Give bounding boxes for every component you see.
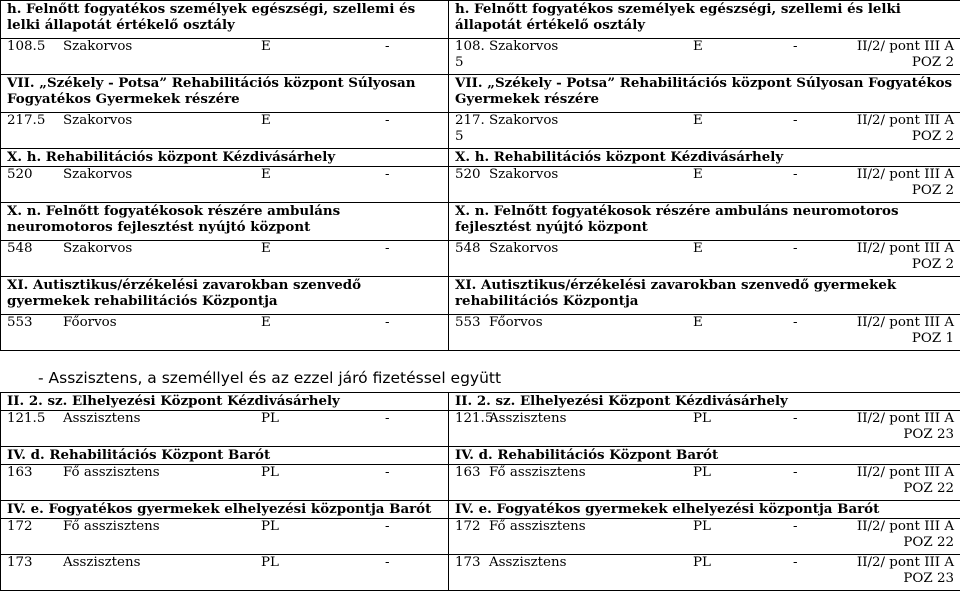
position-title: Főorvos: [63, 315, 117, 330]
position-line: [7, 113, 442, 129]
position-number: 520: [455, 167, 481, 182]
right-cell: [449, 465, 960, 501]
position-number: 173: [7, 555, 33, 570]
position-row: [1, 315, 960, 351]
grade-cell: [843, 465, 954, 497]
position-line: [7, 465, 442, 481]
position-line: [455, 465, 954, 497]
position-title: Szakorvos: [489, 39, 559, 54]
position-number: 520: [7, 167, 33, 182]
position-number: 553: [455, 315, 481, 330]
right-cell: [449, 203, 960, 241]
position-number: 172: [455, 519, 481, 534]
section-title: VII. „Székely - Potsa” Rehabilitációs központ Súlyosan Fogyatékos Gyermekek részére: [455, 75, 953, 107]
section-header-row: [1, 203, 960, 241]
position-number: 163: [455, 465, 481, 480]
position-dash: -: [385, 241, 390, 256]
poz-value: POZ 1: [911, 331, 954, 346]
position-title: Fő asszisztens: [63, 519, 160, 534]
section-header-row: [1, 277, 960, 315]
right-cell: [449, 167, 960, 203]
section-title: XI. Autisztikus/érzékelési zavarokban szenvedő gyermekek rehabilitációs Központja: [7, 277, 362, 309]
section-header-row: [1, 75, 960, 113]
position-line: [7, 555, 442, 571]
grade-text: II/2/ pont III A: [856, 167, 954, 182]
right-cell: [449, 241, 960, 277]
section-title: IV. d. Rehabilitációs Központ Barót: [455, 447, 719, 463]
left-cell: [1, 241, 449, 277]
section-title: X. h. Rehabilitációs központ Kézdivásárhely: [7, 149, 336, 165]
position-title: Szakorvos: [489, 167, 559, 182]
position-title: Fő asszisztens: [63, 465, 160, 480]
section-header-row: [1, 149, 960, 167]
poz-value: POZ 2: [911, 129, 954, 144]
position-dash: -: [385, 113, 390, 128]
right-cell: [449, 315, 960, 351]
position-line: [7, 167, 442, 183]
position-category: PL: [693, 555, 711, 570]
position-number: 548: [455, 241, 481, 256]
position-dash: -: [793, 519, 798, 534]
position-dash: -: [385, 315, 390, 330]
section-title: IV. d. Rehabilitációs Központ Barót: [7, 447, 271, 463]
right-cell: [449, 149, 960, 167]
right-cell: [449, 39, 960, 75]
grade-text: II/2/ pont III A: [856, 555, 954, 570]
position-number: 553: [7, 315, 33, 330]
position-category: PL: [693, 465, 711, 480]
position-dash: -: [793, 315, 798, 330]
left-cell: [1, 447, 449, 465]
position-category: E: [261, 39, 271, 54]
grade-text: II/2/ pont III A: [856, 465, 954, 480]
position-dash: -: [385, 465, 390, 480]
section-header-row: [1, 447, 960, 465]
grade-cell: [843, 555, 954, 587]
position-line: [455, 519, 954, 551]
position-number: 217.5: [7, 113, 46, 128]
position-title: Fő asszisztens: [489, 465, 586, 480]
position-number: 121.5: [455, 411, 494, 426]
position-line: [455, 555, 954, 587]
position-title: Szakorvos: [63, 113, 133, 128]
position-category: E: [693, 315, 703, 330]
section-title: h. Felnőtt fogyatékos személyek egészségi, szellemi és lelki állapotát értékelő osztály: [455, 1, 901, 33]
left-cell: [1, 75, 449, 113]
poz-value: POZ 23: [903, 571, 954, 586]
position-title: Főorvos: [489, 315, 543, 330]
position-row: [1, 167, 960, 203]
position-number: 108. 5: [455, 39, 485, 70]
grade-cell: [843, 241, 954, 273]
position-category: E: [693, 167, 703, 182]
right-cell: [449, 411, 960, 447]
grade-cell: [843, 315, 954, 347]
position-row: [1, 241, 960, 277]
poz-value: POZ 22: [903, 481, 954, 496]
poz-value: POZ 2: [911, 257, 954, 272]
right-cell: [449, 1, 960, 39]
grade-cell: [843, 411, 954, 443]
position-category: PL: [261, 411, 279, 426]
position-line: [455, 113, 954, 145]
section-title: IV. e. Fogyatékos gyermekek elhelyezési központja Barót: [7, 501, 432, 517]
position-category: PL: [693, 411, 711, 426]
position-dash: -: [793, 465, 798, 480]
position-row: [1, 465, 960, 501]
position-category: E: [261, 315, 271, 330]
right-cell: [449, 75, 960, 113]
position-row: [1, 39, 960, 75]
section-header-row: [1, 501, 960, 519]
position-title: Szakorvos: [63, 167, 133, 182]
position-dash: -: [385, 167, 390, 182]
left-cell: [1, 555, 449, 591]
left-cell: [1, 501, 449, 519]
position-category: PL: [261, 555, 279, 570]
position-dash: -: [793, 113, 798, 128]
right-cell: [449, 519, 960, 555]
position-dash: -: [793, 555, 798, 570]
position-dash: -: [793, 411, 798, 426]
section-header-row: [1, 1, 960, 39]
left-cell: [1, 411, 449, 447]
position-title: Asszisztens: [63, 411, 141, 426]
poz-value: POZ 2: [911, 183, 954, 198]
grade-cell: [843, 113, 954, 145]
position-title: Szakorvos: [63, 39, 133, 54]
position-number: 163: [7, 465, 33, 480]
position-dash: -: [385, 411, 390, 426]
left-cell: [1, 277, 449, 315]
position-category: PL: [261, 519, 279, 534]
position-category: E: [693, 113, 703, 128]
grade-text: II/2/ pont III A: [856, 411, 954, 426]
poz-value: POZ 2: [911, 55, 954, 70]
position-line: [7, 241, 442, 257]
section-title: II. 2. sz. Elhelyezési Központ Kézdivásárhely: [455, 393, 788, 409]
bottom-table: [0, 392, 960, 591]
position-dash: -: [793, 167, 798, 182]
position-line: [7, 411, 442, 427]
grade-text: II/2/ pont III A: [856, 113, 954, 128]
right-cell: [449, 555, 960, 591]
grade-cell: [843, 167, 954, 199]
position-category: E: [693, 241, 703, 256]
position-line: [455, 39, 954, 71]
grade-text: II/2/ pont III A: [856, 39, 954, 54]
section-title: h. Felnőtt fogyatékos személyek egészségi, szellemi és lelki állapotát értékelő osztály: [7, 1, 416, 33]
position-line: [455, 315, 954, 347]
position-category: E: [261, 113, 271, 128]
position-dash: -: [793, 241, 798, 256]
left-cell: [1, 1, 449, 39]
position-title: Szakorvos: [489, 113, 559, 128]
section-title: IV. e. Fogyatékos gyermekek elhelyezési központja Barót: [455, 501, 880, 517]
section-title: XI. Autisztikus/érzékelési zavarokban szenvedő gyermekek rehabilitációs Központja: [455, 277, 897, 309]
poz-value: POZ 23: [903, 427, 954, 442]
position-category: PL: [693, 519, 711, 534]
left-cell: [1, 465, 449, 501]
position-title: Asszisztens: [489, 411, 567, 426]
left-cell: [1, 167, 449, 203]
position-title: Szakorvos: [489, 241, 559, 256]
right-cell: [449, 501, 960, 519]
position-title: Fő asszisztens: [489, 519, 586, 534]
position-line: [455, 411, 954, 443]
left-cell: [1, 39, 449, 75]
position-title: Asszisztens: [489, 555, 567, 570]
position-row: [1, 113, 960, 149]
grade-cell: [843, 39, 954, 71]
left-cell: [1, 519, 449, 555]
section-title: VII. „Székely - Potsa” Rehabilitációs központ Súlyosan Fogyatékos Gyermekek részére: [7, 75, 416, 107]
position-row: [1, 555, 960, 591]
position-title: Szakorvos: [63, 241, 133, 256]
position-line: [7, 315, 442, 331]
position-number: 548: [7, 241, 33, 256]
left-cell: [1, 149, 449, 167]
position-title: Asszisztens: [63, 555, 141, 570]
left-cell: [1, 113, 449, 149]
position-dash: -: [385, 39, 390, 54]
position-line: [455, 241, 954, 273]
right-cell: [449, 447, 960, 465]
grade-text: II/2/ pont III A: [856, 315, 954, 330]
section-header-row: [1, 393, 960, 411]
position-category: E: [261, 167, 271, 182]
position-line: [7, 39, 442, 55]
position-dash: -: [793, 39, 798, 54]
section-title: X. h. Rehabilitációs központ Kézdivásárhely: [455, 149, 784, 165]
position-number: 217. 5: [455, 113, 485, 144]
position-dash: -: [385, 519, 390, 534]
right-cell: [449, 393, 960, 411]
position-line: [455, 167, 954, 199]
section-note: - Asszisztens, a személlyel és az ezzel járó fizetéssel együtt: [38, 369, 502, 387]
position-row: [1, 519, 960, 555]
position-line: [7, 519, 442, 535]
right-cell: [449, 277, 960, 315]
right-cell: [449, 113, 960, 149]
position-number: 108.5: [7, 39, 46, 54]
position-number: 173: [455, 555, 481, 570]
poz-value: POZ 22: [903, 535, 954, 550]
position-row: [1, 411, 960, 447]
grade-text: II/2/ pont III A: [856, 519, 954, 534]
position-dash: -: [385, 555, 390, 570]
position-category: E: [693, 39, 703, 54]
grade-text: II/2/ pont III A: [856, 241, 954, 256]
position-number: 121.5: [7, 411, 46, 426]
position-category: E: [261, 241, 271, 256]
section-title: X. n. Felnőtt fogyatékosok részére ambuláns neuromotoros fejlesztést nyújtó központ: [455, 203, 899, 235]
position-number: 172: [7, 519, 33, 534]
left-cell: [1, 315, 449, 351]
left-cell: [1, 393, 449, 411]
left-cell: [1, 203, 449, 241]
position-category: PL: [261, 465, 279, 480]
section-title: II. 2. sz. Elhelyezési Központ Kézdivásárhely: [7, 393, 340, 409]
section-title: X. n. Felnőtt fogyatékosok részére ambuláns neuromotoros fejlesztést nyújtó központ: [7, 203, 341, 235]
grade-cell: [843, 519, 954, 551]
